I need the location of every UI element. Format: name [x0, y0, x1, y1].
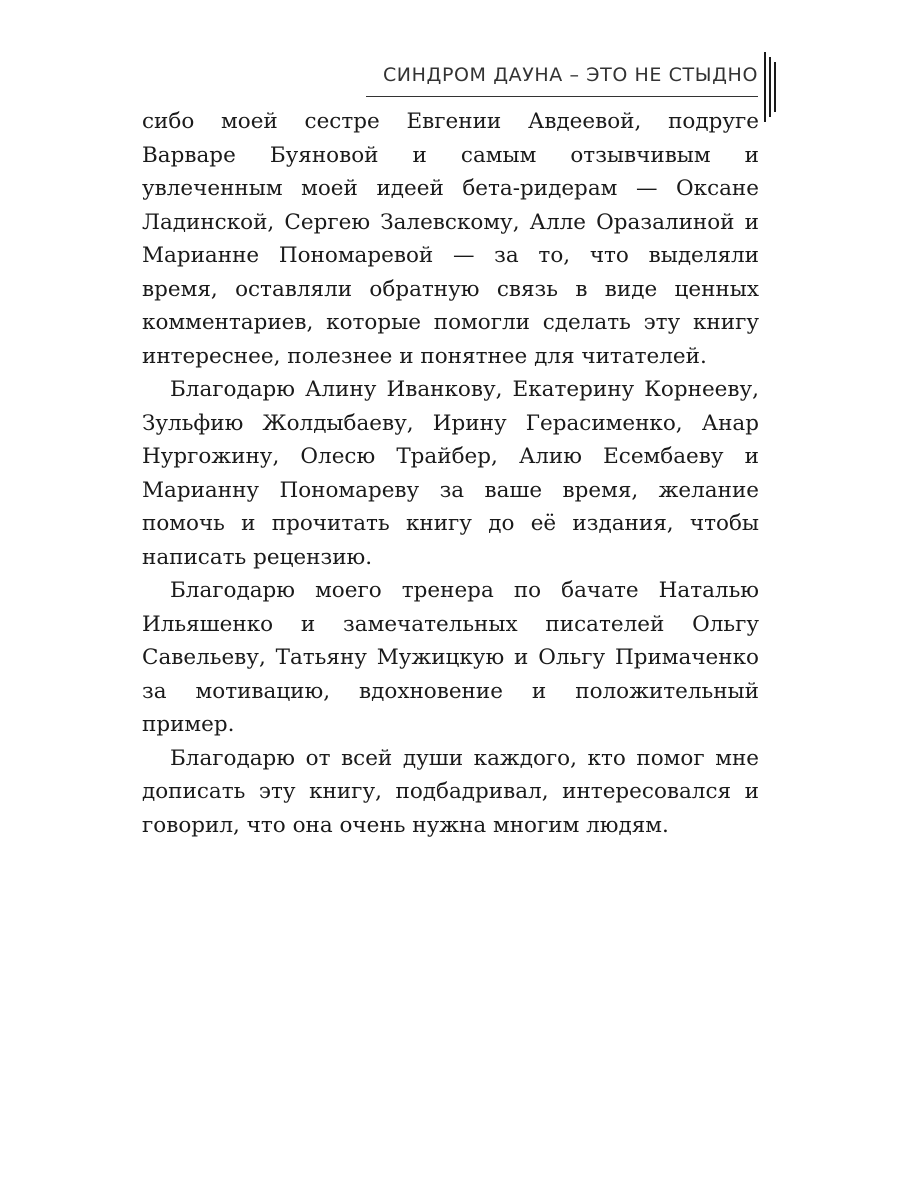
- running-header: [366, 62, 758, 97]
- paragraph: Благодарю Алину Иванкову, Екатерину Корнееву, Зульфию Жолдыбаеву, Ирину Герасименко, Анар Нургожину, Олесю Трайбер, Алию Есембаеву и Марианну Пономареву за ваше время, желание помочь и прочитать книгу до её издания, чтобы написать рецензию.: [142, 377, 759, 570]
- paragraph: Благодарю моего тренера по бачате Наталью Ильяшенко и замечательных писателей Ольгу Савельеву, Татьяну Мужицкую и Ольгу Примаченко за мотивацию, вдохновение и положительный пример.: [142, 578, 759, 737]
- header-rule-decoration: [764, 52, 766, 122]
- running-header-title: СИНДРОМ ДАУНА – ЭТО НЕ СТЫДНО: [382, 64, 758, 86]
- page-body-text: [142, 105, 759, 842]
- paragraph-continuation: сибо моей сестре Евгении Авдеевой, подруге Варваре Буяновой и самым отзывчивым и увлеченным моей идеей бета-ридерам — Оксане Ладинской, Сергею Залевскому, Алле Оразалиной и Марианне Пономаревой — за то, что выделяли время, оставляли обратную связь в виде ценных комментариев, которые помогли сделать эту книгу интереснее, полезнее и понятнее для читателей.: [142, 109, 759, 369]
- header-rule-decoration: [774, 62, 776, 112]
- header-rule-decoration: [769, 57, 771, 117]
- paragraph: Благодарю от всей души каждого, кто помог мне дописать эту книгу, подбадривал, интересовался и говорил, что она очень нужна многим людям.: [142, 745, 759, 838]
